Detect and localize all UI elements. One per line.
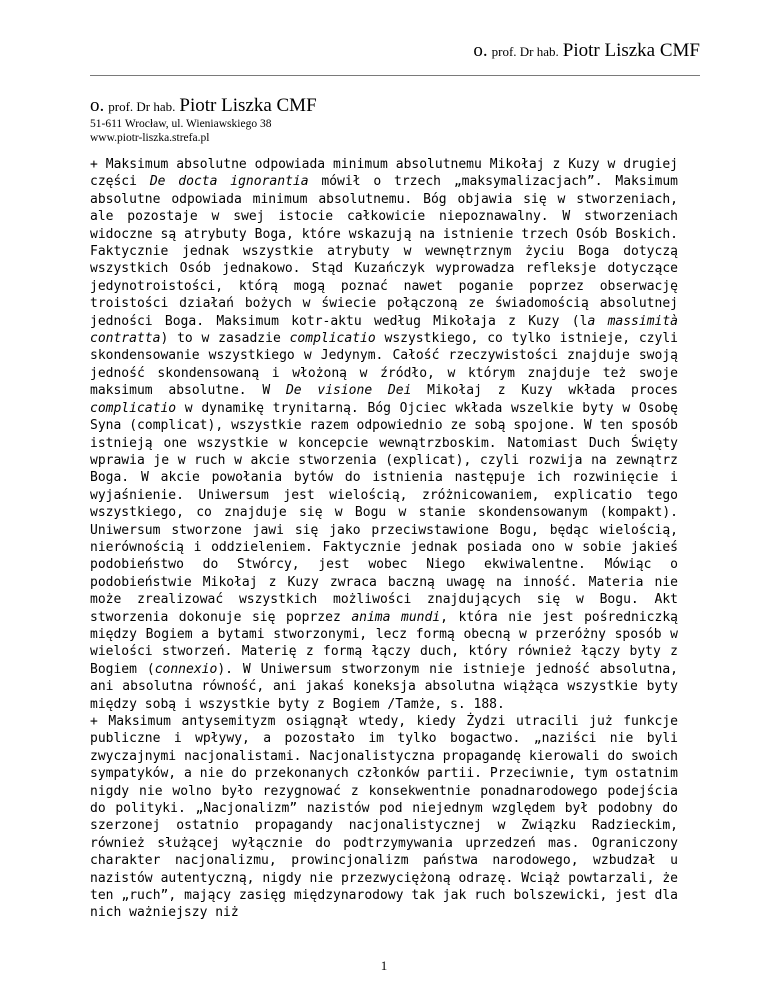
body-text [90,156,678,922]
body-paragraph [90,156,678,713]
body-paragraph [90,713,678,922]
author-website: www.piotr-liszka.strefa.pl [90,132,210,144]
italic-text: De docta ignorantia [149,174,309,190]
text-run: + Maksimum antysemityzm osiągnął wtedy, kiedy Żydzi utracili już funkcje publiczne i wpływy, a pozostało im tylko bogactwo. „naziści nie byli zwyczajnymi nacjonalistami. Nacjonalistyczna propagandę kierowali do swoich sympatyków, a nie do przekonanych członków partii. Przeciwnie, tym ostatnim nigdy nie wolno było rezygnować z konsekwentnie ponadnarodowego podejścia do polityki. „Nacjonalizm” nazistów pod niejednym względem był podobny do szerzonej ostatnio propagandy nacjonalistycznej w Związku Radzieckim, również służącej wyłącznie do podtrzymywania uprzedzeń mas. Ograniczony charakter nacjonalizmu, prowincjonalizm państwa narodowego, wzbudzał u nazistów autentyczną, nigdy nie przezwyciężoną odrazę. Wciąż powtarzali, że ten „ruch”, mający zasięg międzynarodowy tak jak ruch bolszewicki, jest dla nich ważniejszy niż [90,714,678,921]
italic-text: connexio [154,661,218,677]
author-prefix: o. [90,95,105,116]
italic-text: anima mundi [351,609,441,625]
italic-text: De visione Dei [285,383,412,399]
running-header-prefix: o. [473,40,488,61]
text-run: wszystkiego, co tylko istnieje, czyli skondensowanie wszystkiego w Jedynym. Całość rzeczywistości znajduje swoją jedność skondensowaną i włożoną w źródło, w którym znajduje też swoje maksimum absolutne. W [90,331,678,399]
author-title: prof. Dr hab. [108,99,176,114]
author-name-line [90,95,317,117]
running-header-name: Piotr Liszka CMF [562,40,700,61]
text-run: ) to w zasadzie [160,331,290,347]
italic-text: a massimità contratta [90,313,679,347]
text-run: Mikołaj z Kuzy wkłada proces [411,383,679,399]
italic-text: complicatio [90,400,177,416]
author-name: Piotr Liszka CMF [179,95,317,116]
text-run: , która nie jest pośredniczką między Bogiem a bytami stworzonymi, lecz formą obecną w przeróżny sposób w wielości stworzeń. Materię z formą łączy duch, który również łączy byty z Bogiem ( [90,609,678,677]
text-run: ). W Uniwersum stworzonym nie istnieje jedność absolutna, ani absolutna równość, ani jakaś koneksja absolutna wiążąca wszystkie byty między sobą i wszystkie byty z Bogiem /Tamże, s. 188. [90,661,678,712]
text-run: w dynamikę trynitarną. Bóg Ojciec wkłada wszelkie byty w Osobę Syna (complicat), wszystkie razem odpowiednio ze sobą spojone. W ten sposób istnieją one wszystkie w koncepcie wewnątrzboskim. Natomiast Duch Święty wprawia je w ruch w akcie stworzenia (explicat), czyli rozwija na zewnątrz Boga. W akcie powołania bytów do istnienia następuje ich rozwinięcie i wyjaśnienie. Uniwersum jest wielością, zróżnicowaniem, explicatio tego wszystkiego, co znajduje się w Bogu w stanie skondensowanym (kompakt). Uniwersum stworzone jawi się jako przeciwstawione Bogu, będąc wielością, nierównością i oddzieleniem. Faktycznie jednak posiada ono w sobie jakieś podobieństwo do Stwórcy, jest wobec Niego ekwiwalentne. Mówiąc o podobieństwie Mikołaj z Kuzy zwraca baczną uwagę na inność. Materia nie może zrealizować wszystkich możliwości znajdujących się w Bogu. Akt stworzenia dokonuje się poprzez [90,400,678,625]
running-header-title: prof. Dr hab. [491,44,559,59]
text-run: mówił o trzech „maksymalizacjach”. Maksimum absolutne odpowiada minimum absolutnemu. Bóg objawia się w stworzeniach, ale pozostaje w swej istocie całkowicie niepoznawalny. W stworzeniach widoczne są atrybuty Boga, które wskazują na istnienie trzech Osób Boskich. Faktycznie jednak wszystkie atrybuty w wewnętrznym życiu Boga dotyczą wszystkich Osób jednakowo. Stąd Kuzańczyk wyprowadza refleksje dotyczące jedynotroistości, którą mogą poznać nawet poganie poprzez obserwację troistości działań bożych w świecie połączoną ze świadomością absolutnej jedności Boga. Maksimum kotr-aktu według Mikołaja z Kuzy (l [90,174,678,329]
header-rule [90,75,700,76]
page-number: 1 [380,958,388,973]
author-address: 51-611 Wrocław, ul. Wieniawskiego 38 [90,118,272,130]
running-header [473,40,700,62]
author-block [90,95,317,145]
text-run: + Maksimum absolutne odpowiada minimum absolutnemu Mikołaj z Kuzy w drugiej części [90,157,678,190]
italic-text: complicatio [289,331,376,347]
